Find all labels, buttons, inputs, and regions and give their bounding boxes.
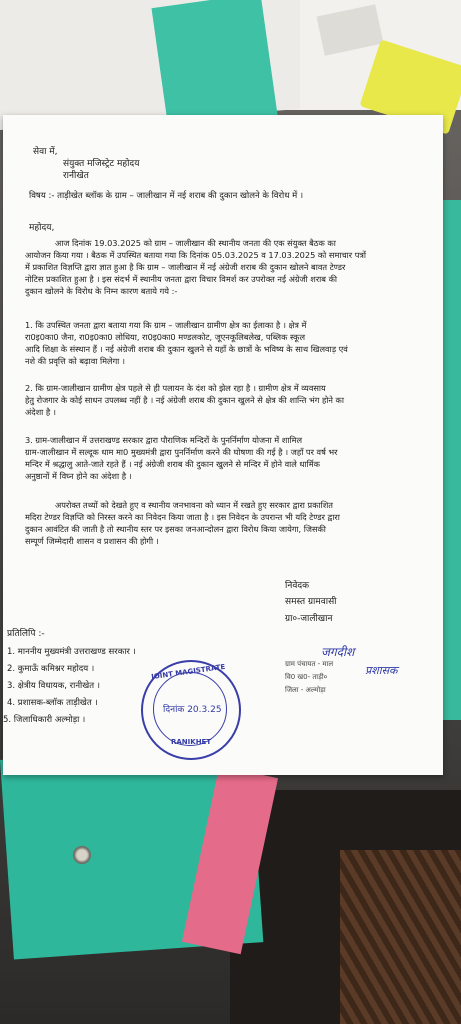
text-line: में प्रकाशित विज्ञप्ति द्वारा ज्ञात हुआ है कि ग्राम – जालीखान में नई अंग्रेजी शराब की दुकान खोलने बावत टेण्डर xyxy=(25,262,346,272)
handwritten-role: प्रशासक xyxy=(365,664,398,677)
text-line: 3. ग्राम-जालीखान में उत्तराखण्ड सरकार द्वारा पौराणिक मन्दिरों के पुनर्निर्माण योजना में शामिल xyxy=(25,435,303,445)
salutation: सेवा में, xyxy=(33,147,58,157)
copy-item: 4. प्रशासक-ब्लॉक ताड़ीखेत । xyxy=(7,698,98,708)
panchayat-stamp-line: ग्राम पंचायत - माल xyxy=(285,660,334,668)
panchayat-stamp-line: जिला - अल्मोड़ा xyxy=(285,686,326,694)
handwritten-signature: जगदीश xyxy=(321,645,355,659)
text-line: अपरोक्त तथ्यों को देखते हुए व स्थानीय जनभावना को ध्यान में रखते हुए सरकार द्वारा प्रकाशित xyxy=(55,500,333,510)
text-line: 1. कि उपस्थित जनता द्वारा बताया गया कि ग्राम – जालीखान ग्रामीण क्षेत्र का ईलाका है । क्षेत्र में xyxy=(25,320,307,330)
text-line: नोटिस प्रकाशित हुआ है । इस संदर्भ में स्थानीय जनता द्वारा विचार विमर्श कर उपरोक्त नई अंग्रेजी शराब की xyxy=(25,274,337,284)
text-line: आज दिनांक 19.03.2025 को ग्राम – जालीखान की स्थानीय जनता की एक संयुक्त बैठक का xyxy=(55,238,336,248)
stamp-top-text: JOINT MAGISTRATE xyxy=(150,662,226,682)
text-line: हेतु रोजगार के कोई साधन उपलब्ध नहीं है । नई अंग्रेजी शराब की दुकान खुलने से क्षेत्र की शान्ति भंग होने का xyxy=(25,395,344,405)
stamp-center-text: दिनांक 20.3.25 xyxy=(163,705,222,715)
text-line: ग्राम-जालीखान में सल्दूक धाम मा0 मुख्यमंत्री द्वारा पुनर्निर्माण करने की घोषणा की गई है । जहाँ पर वर्ष भर xyxy=(25,447,338,457)
text-line: मन्दिर में श्रद्धालु आते-जाते रहते हैं । नई अंग्रेजी शराब की दुकान खुलने से मन्दिर में होने वाले धार्मिक xyxy=(25,459,320,469)
sender-name: समस्त ग्रामवासी xyxy=(285,597,337,607)
stamp-bottom-text: RANIKHET xyxy=(171,738,212,746)
text-line: आयोजन किया गया । बैठक में उपस्थित बताया गया कि दिनांक 05.03.2025 व 17.03.2025 को समाचार पत्रों xyxy=(25,250,367,260)
text-line: 2. कि ग्राम-जालीखान ग्रामीण क्षेत्र पहले से ही पलायन के दंश को झेल रहा है । ग्रामीण क्षेत्र में व्यवसाय xyxy=(25,383,326,393)
subject-line: विषय :- ताड़ीखेत ब्लॉक के ग्राम – जालीखान में नई शराब की दुकान खोलने के विरोध में । xyxy=(29,191,304,201)
greeting: महोदय, xyxy=(29,223,55,233)
recipient-title: संयुक्त मजिस्ट्रेट महोदय xyxy=(63,159,140,169)
teal-folder-edge xyxy=(440,200,461,720)
text-line: नशे की प्रवृत्ति को बढ़ावा मिलेगा । xyxy=(25,356,126,366)
copy-item: 3. क्षेत्रीय विधायक, रानीखेत । xyxy=(7,681,100,691)
text-line: अंदेशा है । xyxy=(25,407,56,417)
copy-label: प्रतिलिपि :- xyxy=(7,629,45,639)
sender-village: ग्रा०-जालीखान xyxy=(285,614,333,624)
copy-item: 2. कुमाऊँ कमिश्नर महोदय । xyxy=(7,664,95,674)
text-line: दुकान आवंटित की जाती है तो स्थानीय स्तर पर इसका जनआन्दोलन द्वारा विरोध किया जायेगा, जिसकी xyxy=(25,524,326,534)
joint-magistrate-stamp xyxy=(141,660,241,760)
text-line: सम्पूर्ण जिम्मेदारी शासन व प्रशासन की होगी । xyxy=(25,536,159,546)
sender-label: निवेदक xyxy=(285,581,310,591)
text-line: अनुष्ठानों में विघ्न होने का अंदेशा है । xyxy=(25,471,132,481)
text-line: मदिरा टेण्डर विज्ञप्ति को निरस्त करने का निवेदन किया जाता है । इस निवेदन के उपरान्त भी यदि टेण्डर द्वारा xyxy=(25,512,340,522)
recipient-place: रानीखेत xyxy=(63,171,89,181)
wooden-surface xyxy=(340,850,461,1024)
copy-item: 5. जिलाधिकारी अल्मोड़ा । xyxy=(3,715,86,725)
text-line: दुकान खोलने के विरोध के निम्न कारण बताये गये :- xyxy=(25,286,178,296)
letter-page xyxy=(3,115,443,775)
text-line: रा0इ0का0 जैना, रा0इ0का0 लोधिया, रा0इ0का0 मण्डलकोट, जूएनकूलिबलेख, पब्लिक स्कूल xyxy=(25,332,306,342)
panchayat-stamp-line: वि0 ख0- ताड़ी० xyxy=(285,673,328,681)
folder-rivet xyxy=(73,846,91,864)
copy-item: 1. माननीय मुख्यमंत्री उत्तराखण्ड सरकार । xyxy=(7,647,136,657)
text-line: आदि शिक्षा के संस्थान हैं । नई अंग्रेजी शराब की दुकान खुलने से यहाँ के छात्रों के भविष्य के साथ खिलवाड़ एवं xyxy=(25,344,348,354)
